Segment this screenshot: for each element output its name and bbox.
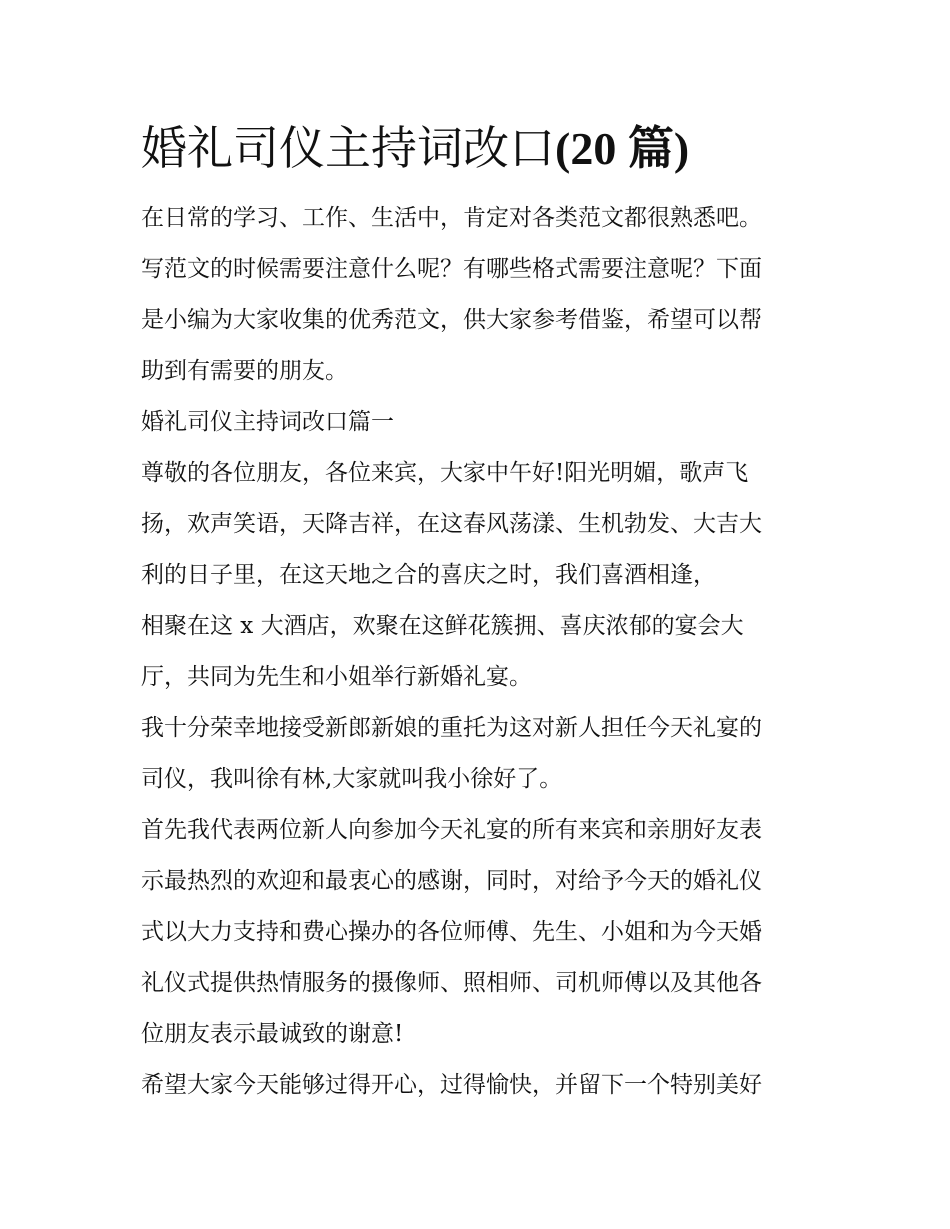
text-line: 式以大力支持和费心操办的各位师傅、先生、小姐和为今天婚 [141,919,762,945]
text-line: 写范文的时候需要注意什么呢？有哪些格式需要注意呢？下面 [141,256,762,282]
document-text [141,193,816,1111]
text-line: 位朋友表示最诚致的谢意! [141,1021,404,1047]
text-line: 示最热烈的欢迎和最衷心的感谢，同时，对给予今天的婚礼仪 [141,868,762,894]
text-line: 司仪，我叫徐有林,大家就叫我小徐好了。 [141,766,563,792]
text-line: 我十分荣幸地接受新郎新娘的重托为这对新人担任今天礼宴的 [141,715,762,741]
text-line: 希望大家今天能够过得开心，过得愉快，并留下一个特别美好 [141,1072,762,1098]
text-line: 利的日子里，在这天地之合的喜庆之时，我们喜酒相逢， [141,562,716,588]
text-line: 是小编为大家收集的优秀范文，供大家参考借鉴，希望可以帮 [141,307,762,333]
text-line: 厅，共同为先生和小姐举行新婚礼宴。 [141,664,532,690]
title-count: (20 篇) [555,123,690,174]
section-heading: 婚礼司仪主持词改口篇一 [141,409,394,435]
text-line: 助到有需要的朋友。 [141,358,348,384]
text-line: 相聚在这 x 大酒店，欢聚在这鲜花簇拥、喜庆浓郁的宴会大 [141,613,744,639]
text-line: 在日常的学习、工作、生活中，肯定对各类范文都很熟悉吧。 [141,205,762,231]
text-line: 首先我代表两位新人向参加今天礼宴的所有来宾和亲朋好友表 [141,817,762,843]
text-line: 尊敬的各位朋友，各位来宾，大家中午好!阳光明媚，歌声飞 [141,460,749,486]
title-text: 婚礼司仪主持词改口 [141,121,555,175]
text-line: 礼仪式提供热情服务的摄像师、照相师、司机师傅以及其他各 [141,970,762,996]
document-body [141,118,816,1111]
text-line: 扬，欢声笑语，天降吉祥，在这春风荡漾、生机勃发、大吉大 [141,511,762,537]
document-title [141,118,816,179]
